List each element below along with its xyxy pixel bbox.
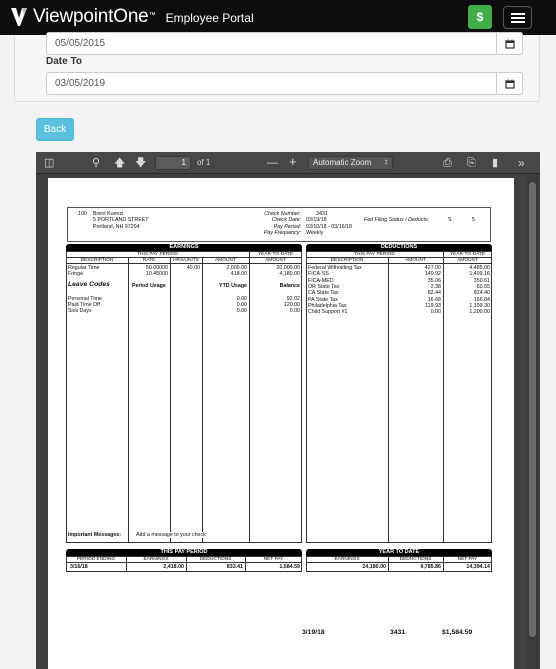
deduction-amount: 0.00 — [430, 309, 441, 316]
leave-desc: Paid Time Off — [68, 302, 100, 308]
deduction-ytd: 166.84 — [473, 296, 490, 303]
zoom-in-icon[interactable]: + — [289, 154, 297, 169]
col-ytd-amount: AMOUNT — [265, 258, 286, 263]
deduction-desc: PA State Tax — [308, 296, 338, 303]
deduction-amount: 82.44 — [427, 290, 441, 297]
leave-desc: Personal Time — [68, 296, 102, 302]
hamburger-menu-button[interactable] — [503, 6, 532, 29]
calendar-icon — [505, 39, 515, 49]
ytd-col: EARNINGS — [334, 557, 360, 562]
ytd-col: DEDUCTIONS — [399, 557, 432, 562]
leave-ytd-usage: YTD Usage — [219, 283, 247, 289]
col-rate: RATE — [142, 258, 156, 263]
employee-id: 100 — [78, 211, 87, 217]
check-number: 3431 — [316, 211, 328, 217]
deduction-ytd: 1,499.16 — [469, 271, 490, 278]
ded-this-period-header: THIS PAY PERIOD — [354, 252, 395, 257]
deduction-ytd: 4,485.00 — [469, 265, 490, 271]
check-number-bottom: 3431 — [390, 629, 406, 636]
leave-desc: Sick Days — [68, 308, 92, 314]
leave-bal: 92.02 — [286, 296, 300, 302]
rule — [443, 251, 444, 543]
brand-name: ViewpointOne — [33, 6, 149, 27]
deduction-ytd: 1,200.00 — [469, 309, 490, 316]
check-date: 03/19/18 — [306, 217, 327, 223]
deduction-ytd: 350.61 — [473, 277, 490, 284]
deduction-desc: Federal Witholding Tax — [308, 265, 362, 271]
check-date-label: Check Date: — [271, 217, 301, 223]
ytd-header: YEAR-TO-DATE — [257, 252, 294, 257]
this-period-header: THIS PAY PERIOD — [137, 252, 178, 257]
pay-period-label: Pay Period: — [273, 224, 301, 230]
ded-col-description: DESCRIPTION — [330, 258, 364, 263]
search-icon[interactable]: ⚲ — [92, 157, 101, 169]
employee-name: Brent Kuenzi — [93, 211, 124, 217]
leave-ytd: 0.00 — [236, 308, 247, 314]
rule — [306, 562, 492, 563]
rule — [388, 257, 389, 543]
pay-period: 03/10/18 - 03/16/18 — [306, 224, 352, 230]
earning-desc: Regular Time — [68, 265, 100, 271]
col-amount: AMOUNT — [215, 258, 236, 263]
deduction-amount: 149.92 — [424, 271, 441, 278]
sidebar-toggle-icon[interactable]: ◫ — [44, 157, 55, 169]
next-page-icon[interactable]: 🡇 — [135, 157, 147, 169]
pay-frequency-label: Pay Frequency: — [263, 230, 301, 236]
back-button[interactable]: Back — [36, 118, 74, 141]
calendar-icon — [505, 79, 515, 89]
ytd-earnings: 24,180.00 — [362, 564, 386, 570]
check-number-label: Check Number: — [264, 211, 301, 217]
col-description: DESCRIPTION — [80, 258, 114, 263]
trademark: ™ — [148, 11, 156, 19]
leave-bal: 0.00 — [289, 308, 300, 314]
pay-button[interactable] — [468, 5, 492, 29]
earning-amount: 418.00 — [230, 271, 247, 277]
date-to-label: Date To — [46, 56, 82, 67]
deduction-desc: OR State Tax — [308, 283, 340, 290]
ded-ytd-header: YEAR-TO-DATE — [449, 252, 486, 257]
deduction-ytd: 60.55 — [476, 283, 490, 290]
deduction-amount: 427.00 — [424, 265, 441, 271]
sum-col: DEDUCTIONS — [199, 557, 232, 562]
earning-amount: 2,000.00 — [226, 265, 247, 271]
deduction-desc: CA State Tax — [308, 290, 339, 297]
address-line2: Portland, NH 97204 — [93, 224, 140, 230]
pdf-toolbar — [36, 152, 540, 174]
ytd-net-pay: 14,394.14 — [466, 564, 490, 570]
important-messages-text: Add a message to your check — [136, 532, 206, 538]
summary-ytd-title: YEAR TO DATE — [306, 549, 492, 556]
pdf-viewer — [36, 152, 540, 669]
earnings-table — [66, 251, 302, 543]
top-navbar — [0, 0, 556, 35]
menu-icon-bar — [511, 17, 525, 19]
deduction-desc: FICA-MED — [308, 277, 334, 284]
rule — [202, 257, 203, 543]
bookmark-icon[interactable]: ▮ — [492, 157, 499, 169]
date-from-input[interactable]: 05/05/2015 — [46, 32, 523, 55]
sum-earnings: 2,418.00 — [163, 564, 184, 570]
check-date-bottom: 3/19/18 — [302, 629, 325, 636]
sum-net-pay: 1,584.59 — [279, 564, 300, 570]
ded-col-ytd: AMOUNT — [457, 258, 478, 263]
col-hrs: HRS/UNITS — [173, 258, 199, 263]
page-count: of 1 — [197, 158, 211, 167]
menu-icon-bar — [511, 13, 525, 15]
date-from-calendar-button[interactable] — [496, 32, 523, 55]
leave-period-usage: Period Usage — [132, 283, 166, 289]
date-to-calendar-button[interactable] — [496, 72, 523, 95]
summary-this-title: THIS PAY PERIOD — [66, 549, 302, 556]
menu-icon-bar — [511, 21, 525, 23]
sum-deductions: 833.41 — [226, 564, 243, 570]
pay-frequency: Weekly — [306, 230, 324, 236]
earnings-title: EARNINGS — [66, 244, 302, 251]
fed-deducts: 5 — [472, 217, 475, 223]
portal-title: Employee Portal — [165, 11, 254, 25]
leave-bal: 120.00 — [283, 302, 300, 308]
earning-desc: Fringe — [68, 271, 84, 277]
leave-ytd: 0.00 — [236, 296, 247, 302]
previous-page-icon[interactable]: 🡅 — [114, 157, 126, 169]
viewpoint-logo-icon — [10, 5, 28, 29]
sum-period-ending: 3/16/18 — [70, 564, 88, 570]
earning-ytd: 20,000.00 — [276, 265, 300, 271]
deduction-ytd: 1,199.30 — [469, 302, 490, 309]
brand[interactable] — [10, 5, 254, 29]
rule — [249, 251, 250, 543]
rule — [128, 257, 129, 543]
rule — [306, 263, 492, 264]
tools-icon[interactable]: » — [518, 156, 525, 170]
deduction-amount: 16.68 — [427, 296, 441, 303]
sum-col: PERIOD ENDING — [76, 557, 116, 562]
download-icon[interactable]: ⎘ — [467, 157, 476, 169]
earning-rate: 50.00000 — [145, 265, 168, 271]
date-to-input[interactable]: 03/05/2019 — [46, 72, 523, 95]
fed-status-label: Fed Filing Status / Deducts: — [364, 217, 430, 223]
fed-status: S — [448, 217, 452, 223]
zoom-out-icon[interactable]: — — [267, 157, 278, 169]
dollar-icon: $ — [476, 10, 484, 24]
rule — [66, 263, 302, 264]
earning-ytd: 4,180.00 — [279, 271, 300, 277]
ytd-col: NET PAY — [457, 557, 478, 562]
check-amount-bottom: $1,584.59 — [442, 629, 473, 636]
leave-ytd: 0.00 — [236, 302, 247, 308]
deduction-amount: 119.93 — [425, 302, 441, 309]
pdf-scrollbar-thumb[interactable] — [529, 182, 536, 637]
pdf-page — [48, 178, 514, 669]
sum-col: NET PAY — [263, 557, 284, 562]
deduction-desc: Philadelphia Tax — [308, 302, 347, 309]
zoom-select[interactable]: Automatic Zoom ↕ — [308, 156, 393, 170]
deductions-title: DEDUCTIONS — [306, 244, 492, 251]
sum-col: EARNINGS — [143, 557, 169, 562]
deduction-amount: 2.38 — [430, 283, 441, 290]
deduction-desc: FICA-SS — [308, 271, 329, 278]
deduction-amount: 35.06 — [427, 277, 441, 284]
earning-hrs: 40.00 — [186, 265, 200, 271]
deduction-ytd: 824.40 — [473, 290, 490, 297]
leave-codes-title: Leave Codes — [68, 281, 110, 288]
ytd-deductions: 9,785.86 — [420, 564, 441, 570]
rule — [66, 562, 302, 563]
print-icon[interactable]: ⎙ — [443, 157, 452, 169]
rule — [170, 257, 171, 543]
important-messages-label: Important Messages: — [68, 532, 121, 538]
ded-col-amount: AMOUNT — [405, 258, 426, 263]
deduction-desc: Child Support #1 — [308, 309, 348, 316]
address-line1: 5 PORTLAND STREET — [93, 217, 149, 223]
page-number-input[interactable]: 1 — [155, 156, 191, 170]
leave-balance: Balance — [279, 283, 300, 289]
earning-rate: 10.45000 — [145, 271, 168, 277]
